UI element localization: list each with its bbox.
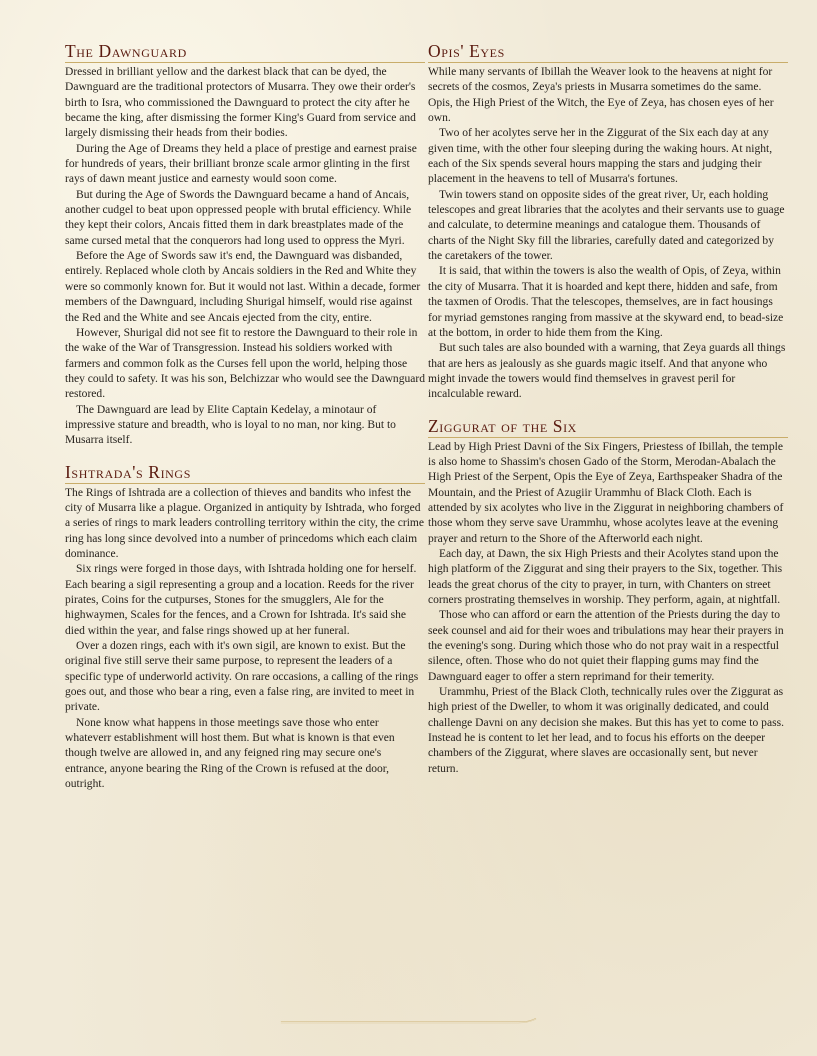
footer-ornament [0,1018,817,1028]
paragraph: Six rings were forged in those days, with Ishtrada holding one for herself. Each bearing a sigil representing a group and a location. Reeds for the river pirates, Coins for the cutpurses, Stones for the smugglers, Ale for the highwaymen, Scales for the fences, and a Crown for Ishtrada. It's said she died within the year, and false rings showed up at her funeral. [65,563,417,637]
section-title: Ishtrada's Rings [65,461,425,484]
section-title: The Dawnguard [65,40,425,63]
paragraph: Those who can afford or earn the attention of the Priests during the day to seek counsel and aid for their woes and tribulations may hear their prayers in the evening's song. During which those who do not pray wait in a respectful silence, often. Those who do not quiet their flapping gums may find the Dawnguard eager to offer a stern reprimand for their temerity. [428,609,784,683]
paragraph: The Dawnguard are lead by Elite Captain Kedelay, a minotaur of impressive stature and breadth, who is loyal to no man, nor king. But to Musarra itself. [65,403,396,447]
paragraph: During the Age of Dreams they held a place of prestige and earnest praise for hundreds of years, their brilliant bronze scale armor glinting in the first rays of dawn meant justice and earnesty would soon come. [65,142,417,186]
section-title: Ziggurat of the Six [428,415,788,438]
paragraph: Two of her acolytes serve her in the Ziggurat of the Six each day at any given time, with the other four sleeping during the waking hours. At night, each of the Six spends several hours mapping the stars and judging their placement in the heavens to tell of Musarra's fortunes. [428,127,773,186]
paragraph: Dressed in brilliant yellow and the darkest black that can be dyed, the Dawnguard are the traditional protectors of Musarra. They owe their order's birth to Isra, who commissioned the Dawnguard to protect the city after he became the king, after dismissing the former King's Guard from service and largely dismissing their heads from their bodies. [65,66,416,140]
paragraph: However, Shurigal did not see fit to restore the Dawnguard to their role in the wake of the War of Transgression. Instead his soldiers worked with farmers and common folk as the Curses fell upon the world, helping those they could to safety. It was his son, Belchizzar who would see the Dawnguard restored. [65,326,425,401]
paragraph: Each day, at Dawn, the six High Priests and their Acolytes stand upon the high platform of the Ziggurat and sing their prayers to the Six, together. This leads the great chorus of the city to prayer, in turn, with Chanters on street corners prostrating themselves in worship. They perform, again, at nightfall. [428,547,783,606]
section-dawnguard [65,40,425,449]
section-ishtradas-rings [65,461,425,793]
paragraph: Over a dozen rings, each with it's own sigil, are known to exist. But the original five still serve their same purpose, to represent the leaders of a specific type of underworld activity. On rare occasions, a calling of the rings goes out, and those who bear a ring, even a false ring, are invited to meet in private. [65,640,419,714]
paragraph: While many servants of Ibillah the Weaver look to the heavens at night for secrets of the cosmos, Zeya's priests in Musarra sometimes do the same. Opis, the High Priest of the Witch, the Eye of Zeya, has chosen eyes of her own. [428,66,774,125]
paragraph: But during the Age of Swords the Dawnguard became a hand of Ancais, another cudgel to beat upon oppressed people with brutal efficiency. While they kept their colors, Ancais fitted them in dark breastplates made of the same cursed metal that the conquerors had long used to oppress the Myri. [65,188,412,247]
paragraph: Twin towers stand on opposite sides of the great river, Ur, each holding telescopes and great libraries that the acolytes and their servants use to guage and calculate, to determine meanings and catalogue them. Thousands of charts of the Night Sky fill the libraries, carefully dated and categorized by the caretakers of the tower. [428,188,785,263]
paragraph: Before the Age of Swords saw it's end, the Dawnguard was disbanded, entirely. Replaced whole cloth by Ancais soldiers in the Red and White they were so commonly known for. But it would not last. Within a decade, former members of the Dawnguard, including Shurigal himself, would rise against the Red and the White and see Ancais ejected from the city, entire. [65,250,421,324]
left-column [65,40,425,804]
section-opis-eyes [428,40,788,403]
section-ziggurat-of-the-six [428,415,788,778]
paragraph: Lead by High Priest Davni of the Six Fingers, Priestess of Ibillah, the temple is also home to Shassim's chosen Gado of the Storm, Merodan-Abalach the High Priest of the Serpent, Opis the Eye of Zeya, Earthspeaker Shadra of the Mountain, and the Priest of Azugiir Urammhu of Black Cloth. Each is attended by six acolytes who live in the Ziggurat in neighboring chambers of those whom they serve save Urammhu, whose acolytes leave at the evening prayer and return to the Shore of the Afterworld each night. [428,440,784,545]
paragraph: The Rings of Ishtrada are a collection of thieves and bandits who infest the city of Musarra like a plague. Organized in antiquity by Ishtrada, who forged a series of rings to mark leaders controlling territory within the city, the crime ring has long since devolved into a number of princedoms which each claim dominance. [65,486,425,560]
paragraph: Urammhu, Priest of the Black Cloth, technically rules over the Ziggurat as high priest of the Dweller, to whom it was originally dedicated, and could challenge Davni on any decision she makes. But this has yet to come to pass. Instead he is content to let her lead, and to focus his efforts on the deeper chambers of the Ziggurat, where slaves are occasionally sent, but never return. [428,686,784,775]
section-title: Opis' Eyes [428,40,788,63]
paragraph: It is said, that within the towers is also the wealth of Opis, of Zeya, within the city of Musarra. That it is hoarded and kept there, hidden and safe, from the taxmen of Orodis. That the telescopes, themselves, are in fact housings for myriad gemstones ranging from massive at the skyward end, to bead-size at the bottom, in order to hide them from the King. [428,265,784,339]
paragraph: But such tales are also bounded with a warning, that Zeya guards all things that are hers as jealously as she guards magic itself. And that anyone who might invade the towers would find themselves in gravest peril for incalculable reward. [428,342,786,401]
right-column [428,40,788,789]
paragraph: None know what happens in those meetings save those who enter whateverr establishment will host them. But what is known is that even though twelve are allowed in, and any feigned ring may secure one's entrance, anyone bearing the Ring of the Crown is refused at the door, outright. [65,716,395,791]
